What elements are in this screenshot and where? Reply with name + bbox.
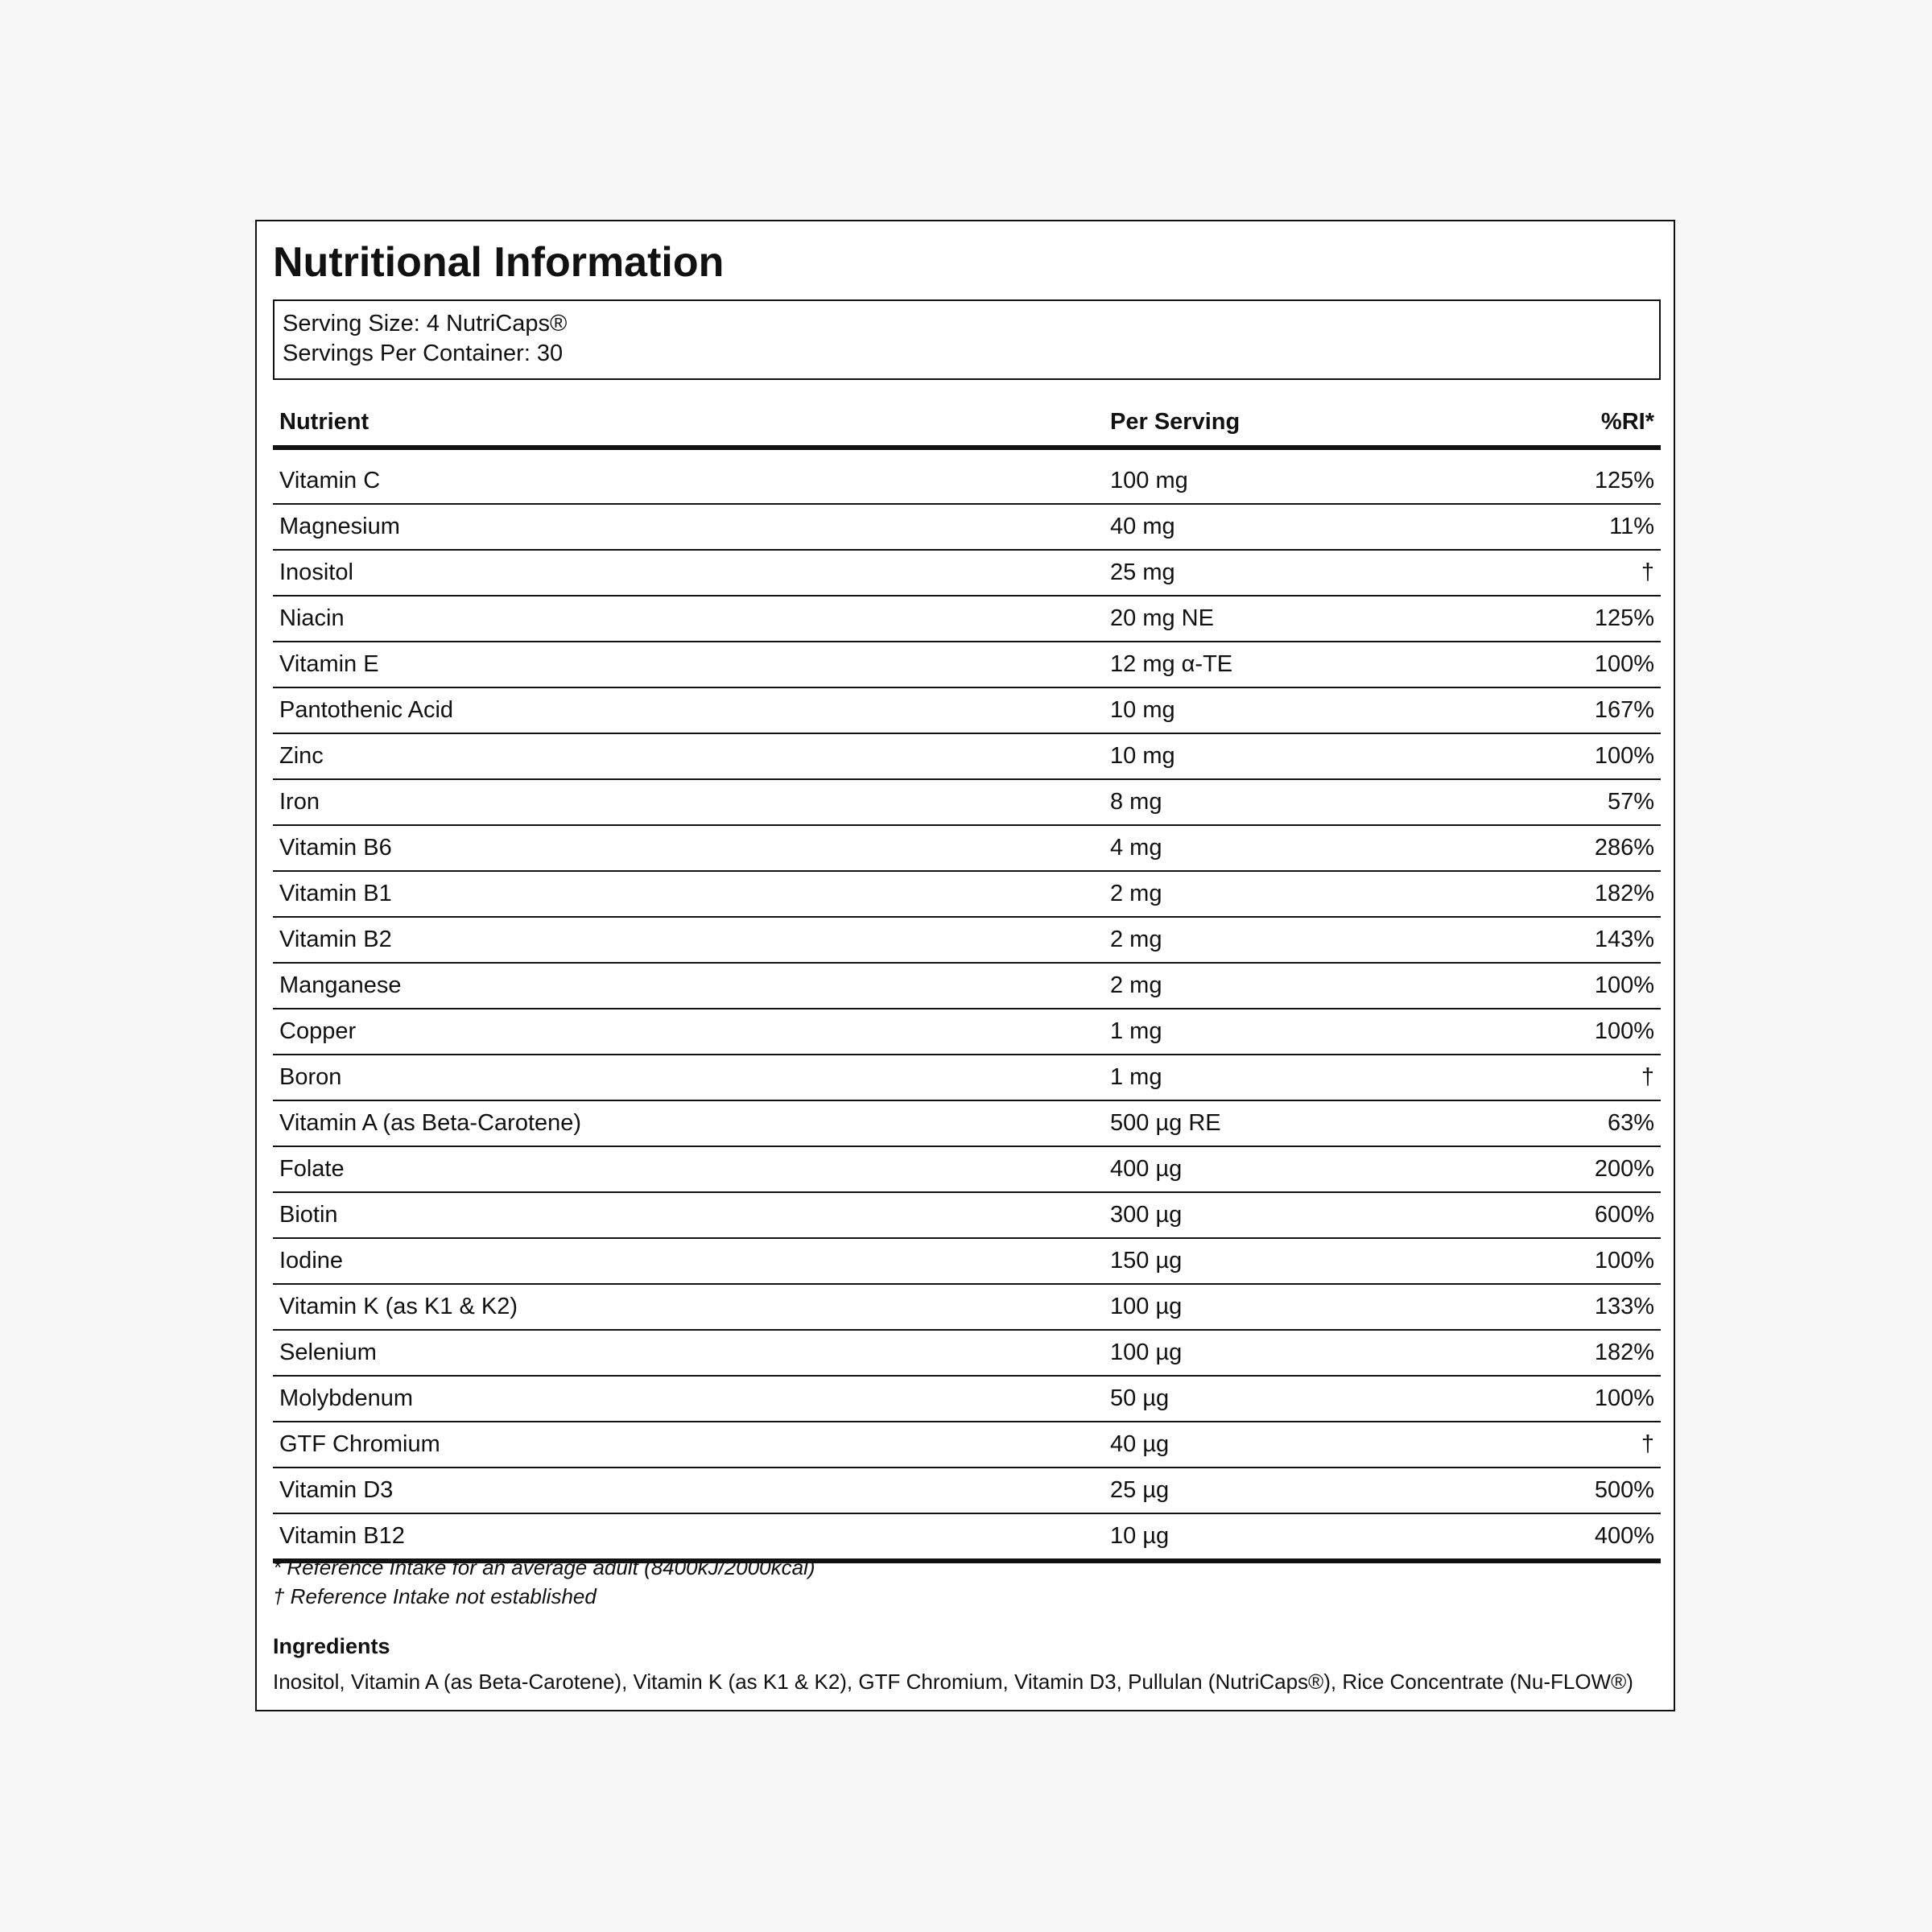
- nutrient-name: Folate: [279, 1156, 345, 1182]
- table-row: [273, 734, 1661, 780]
- nutrient-name: Manganese: [279, 972, 402, 998]
- table-row: [273, 780, 1661, 826]
- ingredients-text: Inositol, Vitamin A (as Beta-Carotene), Vitamin K (as K1 & K2), GTF Chromium, Vitamin D3, Pullulan (NutriCaps®), Rice Concentrate (Nu-FLOW®): [273, 1670, 1633, 1694]
- per-serving-value: 40 µg: [1110, 1431, 1170, 1457]
- footnote-reference-intake: * Reference Intake for an average adult (8400kJ/2000kcal): [273, 1555, 815, 1579]
- per-serving-value: 12 mg α-TE: [1110, 651, 1233, 677]
- per-serving-value: 10 mg: [1110, 743, 1175, 769]
- ri-value: 100%: [1594, 1018, 1654, 1044]
- ri-value: 125%: [1594, 605, 1654, 631]
- ri-value: 600%: [1594, 1202, 1654, 1228]
- nutrient-name: Vitamin B1: [279, 881, 392, 906]
- serving-size: Serving Size: 4 NutriCaps®: [283, 311, 568, 336]
- per-serving-value: 4 mg: [1110, 835, 1162, 861]
- per-serving-value: 500 µg RE: [1110, 1110, 1221, 1136]
- footnote-not-established: † Reference Intake not established: [273, 1584, 597, 1608]
- nutrition-label: [255, 220, 1675, 1711]
- ri-value: 286%: [1594, 835, 1654, 861]
- servings-per-container: Servings Per Container: 30: [283, 341, 564, 366]
- nutrient-name: Inositol: [279, 559, 353, 585]
- ri-value: 100%: [1594, 651, 1654, 677]
- ri-value: 100%: [1594, 743, 1654, 769]
- ri-value: 182%: [1594, 1340, 1654, 1365]
- serving-info-box: [273, 299, 1661, 380]
- table-row: [273, 1377, 1661, 1422]
- nutrient-name: Selenium: [279, 1340, 377, 1365]
- ri-value: 143%: [1594, 927, 1654, 952]
- ri-value: 400%: [1594, 1523, 1654, 1549]
- nutrient-name: Iron: [279, 789, 320, 815]
- ri-value: 133%: [1594, 1294, 1654, 1319]
- table-row: [273, 1331, 1661, 1377]
- ri-value: 200%: [1594, 1156, 1654, 1182]
- table-row: [273, 826, 1661, 872]
- per-serving-value: 8 mg: [1110, 789, 1162, 815]
- nutrient-name: Copper: [279, 1018, 357, 1044]
- nutrient-name: Zinc: [279, 743, 324, 769]
- per-serving-value: 10 mg: [1110, 697, 1175, 723]
- ri-value: 125%: [1594, 468, 1654, 493]
- table-row: [273, 872, 1661, 918]
- nutrient-table: [273, 398, 1661, 1563]
- table-body: [273, 450, 1661, 1563]
- per-serving-value: 50 µg: [1110, 1385, 1170, 1411]
- table-row: [273, 459, 1661, 505]
- ri-value: †: [1641, 559, 1654, 585]
- label-title: Nutritional Information: [273, 239, 724, 286]
- per-serving-value: 100 µg: [1110, 1294, 1183, 1319]
- nutrient-name: Vitamin E: [279, 651, 379, 677]
- table-row: [273, 1422, 1661, 1468]
- header-nutrient: Nutrient: [279, 409, 369, 435]
- nutrient-name: Biotin: [279, 1202, 338, 1228]
- nutrient-name: Vitamin A (as Beta-Carotene): [279, 1110, 582, 1136]
- table-row: [273, 1239, 1661, 1285]
- ri-value: 100%: [1594, 972, 1654, 998]
- per-serving-value: 1 mg: [1110, 1018, 1162, 1044]
- table-header: [273, 398, 1661, 450]
- table-row: [273, 1285, 1661, 1331]
- table-row: [273, 597, 1661, 642]
- per-serving-value: 20 mg NE: [1110, 605, 1214, 631]
- per-serving-value: 25 mg: [1110, 559, 1175, 585]
- per-serving-value: 1 mg: [1110, 1064, 1162, 1090]
- ri-value: 100%: [1594, 1385, 1654, 1411]
- table-row: [273, 1055, 1661, 1101]
- nutrient-name: Magnesium: [279, 514, 400, 539]
- per-serving-value: 2 mg: [1110, 927, 1162, 952]
- ri-value: 57%: [1607, 789, 1654, 815]
- table-row: [273, 1101, 1661, 1147]
- nutrient-name: Niacin: [279, 605, 345, 631]
- table-row: [273, 1514, 1661, 1558]
- table-row: [273, 505, 1661, 551]
- nutrient-name: Pantothenic Acid: [279, 697, 454, 723]
- per-serving-value: 100 mg: [1110, 468, 1188, 493]
- ri-value: †: [1641, 1431, 1654, 1457]
- ri-value: 500%: [1594, 1477, 1654, 1503]
- table-row: [273, 642, 1661, 688]
- footnotes: [273, 1553, 815, 1611]
- ri-value: 63%: [1607, 1110, 1654, 1136]
- table-row: [273, 1193, 1661, 1239]
- ri-value: 100%: [1594, 1248, 1654, 1274]
- nutrient-name: Boron: [279, 1064, 342, 1090]
- per-serving-value: 400 µg: [1110, 1156, 1183, 1182]
- per-serving-value: 10 µg: [1110, 1523, 1170, 1549]
- per-serving-value: 300 µg: [1110, 1202, 1183, 1228]
- table-row: [273, 918, 1661, 964]
- table-row: [273, 1147, 1661, 1193]
- nutrient-name: GTF Chromium: [279, 1431, 440, 1457]
- per-serving-value: 25 µg: [1110, 1477, 1170, 1503]
- nutrient-name: Vitamin D3: [279, 1477, 394, 1503]
- nutrient-name: Vitamin B6: [279, 835, 392, 861]
- table-row: [273, 688, 1661, 734]
- per-serving-value: 100 µg: [1110, 1340, 1183, 1365]
- table-row: [273, 1009, 1661, 1055]
- per-serving-value: 150 µg: [1110, 1248, 1183, 1274]
- ri-value: †: [1641, 1064, 1654, 1090]
- table-row: [273, 551, 1661, 597]
- per-serving-value: 2 mg: [1110, 881, 1162, 906]
- header-ri: %RI*: [1600, 409, 1654, 435]
- nutrient-name: Vitamin K (as K1 & K2): [279, 1294, 518, 1319]
- table-row: [273, 1468, 1661, 1514]
- header-per-serving: Per Serving: [1110, 409, 1241, 435]
- nutrient-name: Iodine: [279, 1248, 344, 1274]
- nutrient-name: Vitamin B12: [279, 1523, 405, 1549]
- nutrient-name: Vitamin B2: [279, 927, 392, 952]
- nutrient-name: Vitamin C: [279, 468, 381, 493]
- ri-value: 11%: [1609, 514, 1654, 539]
- per-serving-value: 2 mg: [1110, 972, 1162, 998]
- table-row: [273, 964, 1661, 1009]
- ri-value: 167%: [1594, 697, 1654, 723]
- nutrient-name: Molybdenum: [279, 1385, 414, 1411]
- ri-value: 182%: [1594, 881, 1654, 906]
- per-serving-value: 40 mg: [1110, 514, 1175, 539]
- ingredients-heading: Ingredients: [273, 1634, 390, 1658]
